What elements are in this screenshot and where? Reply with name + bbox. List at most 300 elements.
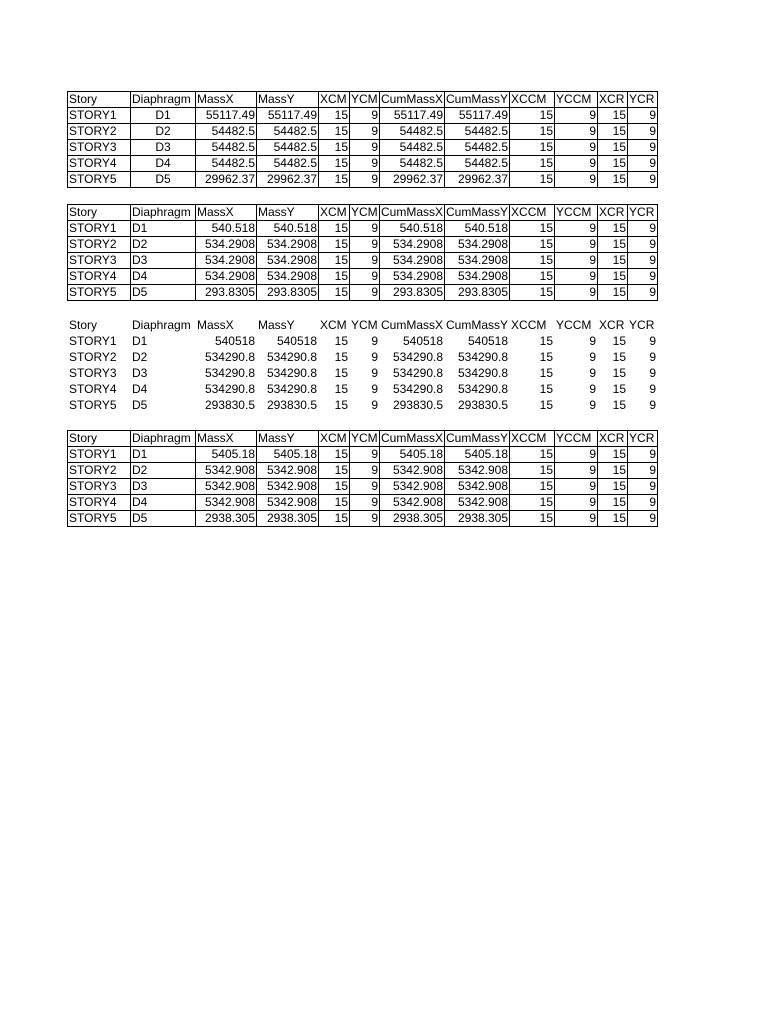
cell-cummassx[interactable]: 5405.18 (380, 447, 445, 463)
cell-diaphragm[interactable]: D4 (131, 495, 196, 511)
cell-xcr[interactable]: 15 (612, 350, 627, 364)
header-massy[interactable]: MassY (258, 318, 295, 332)
header-cummassy[interactable]: CumMassY (446, 205, 509, 219)
cell-yccm[interactable]: 9 (555, 479, 598, 495)
cell-yccm[interactable]: 9 (589, 366, 597, 380)
cell-xcr[interactable]: 15 (598, 495, 628, 511)
cell-massx[interactable]: 54482.5 (196, 156, 257, 172)
cell-story[interactable]: STORY1 (68, 108, 131, 124)
cell-xcm[interactable]: 15 (319, 511, 350, 527)
cell-cummassy[interactable]: 54482.5 (445, 156, 510, 172)
cell-xccm[interactable]: 15 (510, 463, 555, 479)
cell-yccm[interactable]: 9 (555, 511, 598, 527)
cell-diaphragm[interactable]: D3 (132, 366, 148, 380)
cell-story[interactable]: STORY3 (69, 366, 117, 380)
cell-ycr[interactable]: 9 (628, 172, 658, 188)
header-ycm[interactable]: YCM (351, 318, 378, 332)
cell-cummassy[interactable]: 540.518 (445, 221, 510, 237)
cell-xcm[interactable]: 15 (334, 334, 348, 348)
cell-story[interactable]: STORY2 (69, 350, 117, 364)
table-row (68, 237, 658, 253)
cell-story[interactable]: STORY1 (69, 334, 117, 348)
cell-ycr[interactable]: 9 (649, 334, 657, 348)
cell-diaphragm[interactable]: D2 (131, 237, 196, 253)
cell-cummassx[interactable]: 534.2908 (380, 253, 445, 269)
cell-ycm[interactable]: 9 (350, 285, 380, 301)
cell-cummassx[interactable]: 29962.37 (380, 172, 445, 188)
table-1 (67, 91, 658, 188)
cell-cummassy[interactable]: 5342.908 (445, 479, 510, 495)
cell-massx[interactable]: 534290.8 (204, 366, 255, 380)
cell-massy[interactable]: 54482.5 (257, 124, 319, 140)
header-xccm[interactable]: XCCM (510, 431, 555, 447)
cell-story[interactable]: STORY5 (68, 511, 131, 527)
header-yccm[interactable]: YCCM (555, 431, 598, 447)
header-cummassx[interactable]: CumMassX (381, 431, 444, 445)
cell-xcr[interactable]: 15 (598, 269, 628, 285)
cell-ycr[interactable]: 9 (628, 237, 658, 253)
cell-xcm[interactable]: 15 (319, 285, 350, 301)
cell-xccm[interactable]: 15 (539, 366, 554, 380)
cell-yccm[interactable]: 9 (555, 221, 598, 237)
cell-diaphragm[interactable]: D1 (131, 447, 196, 463)
cell-cummassx[interactable]: 534290.8 (392, 366, 444, 380)
cell-xcm[interactable]: 15 (319, 463, 350, 479)
cell-ycm[interactable]: 9 (350, 269, 380, 285)
cell-xccm[interactable]: 15 (539, 334, 554, 348)
cell-ycm[interactable]: 9 (350, 156, 380, 172)
cell-ycr[interactable]: 9 (649, 398, 657, 412)
header-diaphragm[interactable]: Diaphragm (131, 92, 196, 108)
cell-cummassy[interactable]: 5342.908 (445, 463, 510, 479)
cell-xccm[interactable]: 15 (510, 140, 555, 156)
cell-yccm[interactable]: 9 (555, 108, 598, 124)
cell-yccm[interactable]: 9 (555, 237, 598, 253)
cell-xccm[interactable]: 15 (510, 124, 555, 140)
cell-ycm[interactable]: 9 (371, 366, 378, 380)
header-yccm[interactable]: YCCM (555, 92, 598, 108)
cell-cummassx[interactable]: 540518 (402, 334, 444, 348)
cell-massy[interactable]: 55117.49 (257, 108, 319, 124)
cell-massy[interactable]: 534.2908 (257, 253, 319, 269)
cell-cummassy[interactable]: 293830.5 (457, 398, 509, 412)
cell-cummassy[interactable]: 534290.8 (457, 350, 509, 364)
cell-ycm[interactable]: 9 (371, 382, 378, 396)
cell-ycr[interactable]: 9 (628, 140, 658, 156)
cell-xccm[interactable]: 15 (510, 172, 555, 188)
header-massx[interactable]: MassX (196, 205, 257, 221)
cell-ycr[interactable]: 9 (649, 350, 657, 364)
cell-cummassx[interactable]: 534290.8 (392, 382, 444, 396)
cell-story[interactable]: STORY2 (68, 463, 131, 479)
cell-cummassy[interactable]: 534.2908 (445, 237, 510, 253)
header-xcm[interactable]: XCM (319, 431, 350, 447)
cell-cummassy[interactable]: 534.2908 (445, 269, 510, 285)
cell-xcr[interactable]: 15 (598, 253, 628, 269)
cell-cummassy[interactable]: 534.2908 (445, 253, 510, 269)
cell-story[interactable]: STORY3 (68, 479, 131, 495)
cell-massy[interactable]: 5342.908 (257, 463, 319, 479)
cell-xcr[interactable]: 15 (598, 463, 628, 479)
cell-xcm[interactable]: 15 (334, 366, 348, 380)
cell-cummassy[interactable]: 54482.5 (445, 140, 510, 156)
cell-yccm[interactable]: 9 (555, 463, 598, 479)
cell-xcr[interactable]: 15 (598, 172, 628, 188)
cell-yccm[interactable]: 9 (555, 447, 598, 463)
cell-story[interactable]: STORY5 (68, 172, 131, 188)
cell-diaphragm[interactable]: D3 (131, 479, 196, 495)
cell-yccm[interactable]: 9 (555, 172, 598, 188)
cell-xcm[interactable]: 15 (319, 108, 350, 124)
cell-ycm[interactable]: 9 (350, 237, 380, 253)
header-diaphragm[interactable]: Diaphragm (131, 431, 196, 447)
cell-diaphragm[interactable]: D5 (131, 511, 196, 527)
header-story[interactable]: Story (68, 205, 131, 221)
cell-massx[interactable]: 54482.5 (196, 124, 257, 140)
header-cummassy[interactable]: CumMassY (446, 431, 509, 445)
cell-massy[interactable]: 54482.5 (257, 140, 319, 156)
cell-massy[interactable]: 54482.5 (257, 156, 319, 172)
cell-cummassy[interactable]: 534290.8 (457, 366, 509, 380)
cell-diaphragm[interactable]: D4 (131, 156, 196, 172)
cell-xcr[interactable]: 15 (612, 382, 627, 396)
cell-massx[interactable]: 5405.18 (196, 447, 257, 463)
cell-ycr[interactable]: 9 (628, 156, 658, 172)
header-massx[interactable]: MassX (196, 92, 257, 108)
cell-diaphragm[interactable]: D4 (131, 269, 196, 285)
cell-cummassx[interactable]: 5342.908 (380, 463, 445, 479)
cell-massy[interactable]: 5342.908 (257, 495, 319, 511)
cell-massx[interactable]: 534290.8 (204, 382, 255, 396)
table-row (68, 334, 658, 350)
cell-massy[interactable]: 534290.8 (266, 366, 317, 380)
cell-xcr[interactable]: 15 (598, 140, 628, 156)
cell-massx[interactable]: 293830.5 (204, 398, 255, 412)
table-row (68, 221, 658, 237)
header-xcr[interactable]: XCR (598, 92, 628, 108)
cell-story[interactable]: STORY1 (68, 221, 131, 237)
cell-massx[interactable]: 293.8305 (196, 285, 257, 301)
cell-diaphragm[interactable]: D2 (132, 350, 148, 364)
cell-yccm[interactable]: 9 (555, 269, 598, 285)
cell-massy[interactable]: 2938.305 (257, 511, 319, 527)
cell-massy[interactable]: 534.2908 (257, 269, 319, 285)
cell-story[interactable]: STORY3 (68, 253, 131, 269)
header-story[interactable]: Story (68, 92, 131, 108)
cell-yccm[interactable]: 9 (589, 350, 597, 364)
cell-ycr[interactable]: 9 (628, 447, 658, 463)
cell-cummassx[interactable]: 293.8305 (380, 285, 445, 301)
table-row (68, 366, 658, 382)
header-cummassx[interactable]: CumMassX (381, 92, 444, 106)
cell-ycr[interactable]: 9 (628, 463, 658, 479)
cell-ycm[interactable]: 9 (350, 447, 380, 463)
cell-cummassy[interactable]: 534290.8 (457, 382, 509, 396)
cell-xcm[interactable]: 15 (334, 398, 348, 412)
cell-massy[interactable]: 293830.5 (266, 398, 317, 412)
cell-xcr[interactable]: 15 (598, 221, 628, 237)
cell-xcm[interactable]: 15 (319, 479, 350, 495)
cell-diaphragm[interactable]: D5 (131, 172, 196, 188)
cell-massx[interactable]: 54482.5 (196, 140, 257, 156)
cell-massy[interactable]: 29962.37 (257, 172, 319, 188)
cell-story[interactable]: STORY5 (68, 285, 131, 301)
cell-yccm[interactable]: 9 (589, 382, 597, 396)
cell-xccm[interactable]: 15 (539, 350, 554, 364)
cell-ycm[interactable]: 9 (350, 495, 380, 511)
cell-massx[interactable]: 534.2908 (196, 237, 257, 253)
cell-cummassy[interactable]: 5342.908 (445, 495, 510, 511)
cell-massy[interactable]: 534.2908 (257, 237, 319, 253)
cell-ycm[interactable]: 9 (371, 350, 378, 364)
header-diaphragm[interactable]: Diaphragm (131, 205, 196, 221)
cell-story[interactable]: STORY2 (68, 237, 131, 253)
cell-cummassy[interactable]: 55117.49 (445, 108, 510, 124)
cell-cummassx[interactable]: 54482.5 (380, 156, 445, 172)
cell-diaphragm[interactable]: D2 (131, 124, 196, 140)
cell-yccm[interactable]: 9 (555, 253, 598, 269)
header-story[interactable]: Story (69, 318, 98, 332)
cell-ycr[interactable]: 9 (649, 366, 657, 380)
cell-massx[interactable]: 55117.49 (196, 108, 257, 124)
cell-story[interactable]: STORY5 (69, 398, 117, 412)
cell-story[interactable]: STORY1 (68, 447, 131, 463)
header-ycr[interactable]: YCR (628, 205, 658, 221)
cell-massx[interactable]: 2938.305 (196, 511, 257, 527)
cell-massx[interactable]: 534.2908 (196, 253, 257, 269)
cell-diaphragm[interactable]: D1 (131, 221, 196, 237)
header-xccm[interactable]: XCCM (511, 318, 547, 332)
cell-yccm[interactable]: 9 (555, 495, 598, 511)
header-massy[interactable]: MassY (257, 92, 319, 108)
cell-xcr[interactable]: 15 (598, 447, 628, 463)
cell-cummassx[interactable]: 54482.5 (380, 124, 445, 140)
header-row (68, 431, 658, 447)
header-cummassy[interactable]: CumMassY (446, 92, 509, 106)
cell-xcr[interactable]: 15 (598, 285, 628, 301)
header-cummassx[interactable]: CumMassX (381, 205, 444, 219)
cell-xcm[interactable]: 15 (334, 382, 348, 396)
cell-ycr[interactable]: 9 (628, 495, 658, 511)
cell-yccm[interactable]: 9 (555, 124, 598, 140)
cell-xccm[interactable]: 15 (539, 398, 554, 412)
header-ycr[interactable]: YCR (628, 92, 658, 108)
cell-ycm[interactable]: 9 (350, 463, 380, 479)
cell-massy[interactable]: 534290.8 (266, 350, 317, 364)
cell-xcm[interactable]: 15 (319, 221, 350, 237)
cell-ycm[interactable]: 9 (350, 221, 380, 237)
cell-diaphragm[interactable]: D5 (132, 398, 148, 412)
cell-massx[interactable]: 5342.908 (196, 495, 257, 511)
cell-xcr[interactable]: 15 (598, 479, 628, 495)
cell-ycr[interactable]: 9 (628, 479, 658, 495)
cell-massy[interactable]: 534290.8 (266, 382, 317, 396)
cell-massx[interactable]: 540518 (214, 334, 255, 348)
header-ycr[interactable]: YCR (629, 318, 655, 332)
header-row (68, 318, 658, 334)
header-xccm[interactable]: XCCM (510, 92, 555, 108)
cell-xcm[interactable]: 15 (319, 172, 350, 188)
cell-xcm[interactable]: 15 (319, 140, 350, 156)
table-row (68, 350, 658, 366)
header-xcm[interactable]: XCM (319, 205, 350, 221)
cell-diaphragm[interactable]: D5 (131, 285, 196, 301)
header-xcr[interactable]: XCR (599, 318, 625, 332)
header-massy[interactable]: MassY (257, 205, 319, 221)
cell-story[interactable]: STORY2 (68, 124, 131, 140)
cell-massx[interactable]: 534.2908 (196, 269, 257, 285)
cell-ycm[interactable]: 9 (350, 108, 380, 124)
cell-xcr[interactable]: 15 (612, 398, 627, 412)
cell-ycr[interactable]: 9 (628, 221, 658, 237)
cell-cummassy[interactable]: 54482.5 (445, 124, 510, 140)
cell-xcr[interactable]: 15 (598, 124, 628, 140)
cell-diaphragm[interactable]: D2 (131, 463, 196, 479)
cell-yccm[interactable]: 9 (555, 285, 598, 301)
cell-xccm[interactable]: 15 (510, 495, 555, 511)
cell-cummassy[interactable]: 2938.305 (445, 511, 510, 527)
cell-massy[interactable]: 540518 (276, 334, 317, 348)
cell-yccm[interactable]: 9 (589, 334, 597, 348)
cell-xcr[interactable]: 15 (598, 511, 628, 527)
cell-diaphragm[interactable]: D1 (132, 334, 148, 348)
cell-xcr[interactable]: 15 (612, 334, 627, 348)
header-ycm[interactable]: YCM (351, 92, 378, 106)
header-cummassx[interactable]: CumMassX (381, 318, 444, 332)
cell-xccm[interactable]: 15 (510, 221, 555, 237)
cell-cummassx[interactable]: 5342.908 (380, 479, 445, 495)
cell-cummassx[interactable]: 54482.5 (380, 140, 445, 156)
header-yccm[interactable]: YCCM (556, 318, 592, 332)
header-cummassy[interactable]: CumMassY (446, 318, 509, 332)
cell-story[interactable]: STORY4 (68, 156, 131, 172)
cell-yccm[interactable]: 9 (555, 156, 598, 172)
cell-ycr[interactable]: 9 (628, 253, 658, 269)
header-xcr[interactable]: XCR (598, 205, 628, 221)
header-ycr[interactable]: YCR (628, 431, 658, 447)
cell-ycr[interactable]: 9 (628, 269, 658, 285)
cell-diaphragm[interactable]: D3 (131, 140, 196, 156)
cell-diaphragm[interactable]: D4 (132, 382, 148, 396)
cell-xccm[interactable]: 15 (510, 156, 555, 172)
cell-story[interactable]: STORY3 (68, 140, 131, 156)
header-massx[interactable]: MassX (197, 318, 234, 332)
cell-diaphragm[interactable]: D3 (131, 253, 196, 269)
cell-ycm[interactable]: 9 (350, 140, 380, 156)
cell-cummassy[interactable]: 540518 (467, 334, 509, 348)
header-xccm[interactable]: XCCM (510, 205, 555, 221)
cell-cummassy[interactable]: 293.8305 (445, 285, 510, 301)
cell-yccm[interactable]: 9 (555, 140, 598, 156)
table-row (68, 495, 658, 511)
table-row (68, 269, 658, 285)
cell-massx[interactable]: 29962.37 (196, 172, 257, 188)
cell-yccm[interactable]: 9 (589, 398, 597, 412)
cell-ycm[interactable]: 9 (350, 172, 380, 188)
cell-xccm[interactable]: 15 (510, 511, 555, 527)
header-diaphragm[interactable]: Diaphragm (132, 318, 191, 332)
table-3 (67, 317, 658, 414)
cell-massy[interactable]: 5405.18 (257, 447, 319, 463)
cell-xcm[interactable]: 15 (319, 124, 350, 140)
cell-xcm[interactable]: 15 (319, 269, 350, 285)
cell-xccm[interactable]: 15 (510, 447, 555, 463)
cell-massx[interactable]: 540.518 (196, 221, 257, 237)
cell-xccm[interactable]: 15 (510, 108, 555, 124)
cell-ycm[interactable]: 9 (350, 511, 380, 527)
cell-ycm[interactable]: 9 (371, 398, 378, 412)
cell-xccm[interactable]: 15 (539, 382, 554, 396)
cell-cummassx[interactable]: 293830.5 (392, 398, 444, 412)
header-massx[interactable]: MassX (196, 431, 257, 447)
header-row (68, 205, 658, 221)
cell-cummassy[interactable]: 29962.37 (445, 172, 510, 188)
cell-cummassy[interactable]: 5405.18 (445, 447, 510, 463)
cell-massx[interactable]: 5342.908 (196, 463, 257, 479)
cell-ycr[interactable]: 9 (628, 285, 658, 301)
cell-cummassx[interactable]: 534.2908 (380, 237, 445, 253)
cell-xccm[interactable]: 15 (510, 237, 555, 253)
cell-xcr[interactable]: 15 (598, 156, 628, 172)
header-massy[interactable]: MassY (257, 431, 319, 447)
cell-massy[interactable]: 293.8305 (257, 285, 319, 301)
cell-cummassx[interactable]: 2938.305 (380, 511, 445, 527)
cell-ycm[interactable]: 9 (371, 334, 378, 348)
cell-xcm[interactable]: 15 (319, 253, 350, 269)
cell-ycm[interactable]: 9 (350, 124, 380, 140)
header-xcr[interactable]: XCR (598, 431, 628, 447)
cell-xccm[interactable]: 15 (510, 253, 555, 269)
cell-story[interactable]: STORY4 (68, 495, 131, 511)
cell-xcr[interactable]: 15 (598, 108, 628, 124)
cell-ycr[interactable]: 9 (628, 108, 658, 124)
cell-diaphragm[interactable]: D1 (131, 108, 196, 124)
cell-cummassx[interactable]: 540.518 (380, 221, 445, 237)
cell-massx[interactable]: 5342.908 (196, 479, 257, 495)
cell-cummassx[interactable]: 55117.49 (380, 108, 445, 124)
cell-ycr[interactable]: 9 (628, 124, 658, 140)
header-story[interactable]: Story (68, 431, 131, 447)
header-yccm[interactable]: YCCM (555, 205, 598, 221)
header-xcm[interactable]: XCM (319, 92, 350, 108)
cell-cummassx[interactable]: 534290.8 (392, 350, 444, 364)
cell-xcm[interactable]: 15 (334, 350, 348, 364)
cell-cummassx[interactable]: 534.2908 (380, 269, 445, 285)
cell-story[interactable]: STORY4 (69, 382, 117, 396)
cell-ycr[interactable]: 9 (628, 511, 658, 527)
cell-story[interactable]: STORY4 (68, 269, 131, 285)
cell-xcm[interactable]: 15 (319, 447, 350, 463)
header-ycm[interactable]: YCM (351, 205, 378, 219)
cell-ycr[interactable]: 9 (649, 382, 657, 396)
cell-xccm[interactable]: 15 (510, 285, 555, 301)
cell-xcm[interactable]: 15 (319, 237, 350, 253)
cell-ycm[interactable]: 9 (350, 253, 380, 269)
cell-xcm[interactable]: 15 (319, 156, 350, 172)
cell-massy[interactable]: 5342.908 (257, 479, 319, 495)
cell-massy[interactable]: 540.518 (257, 221, 319, 237)
cell-xcr[interactable]: 15 (612, 366, 627, 380)
cell-ycm[interactable]: 9 (350, 479, 380, 495)
cell-xccm[interactable]: 15 (510, 479, 555, 495)
cell-xcm[interactable]: 15 (319, 495, 350, 511)
header-ycm[interactable]: YCM (351, 431, 378, 445)
cell-xccm[interactable]: 15 (510, 269, 555, 285)
cell-xcr[interactable]: 15 (598, 237, 628, 253)
cell-massx[interactable]: 534290.8 (204, 350, 255, 364)
header-xcm[interactable]: XCM (320, 318, 347, 332)
cell-cummassx[interactable]: 5342.908 (380, 495, 445, 511)
